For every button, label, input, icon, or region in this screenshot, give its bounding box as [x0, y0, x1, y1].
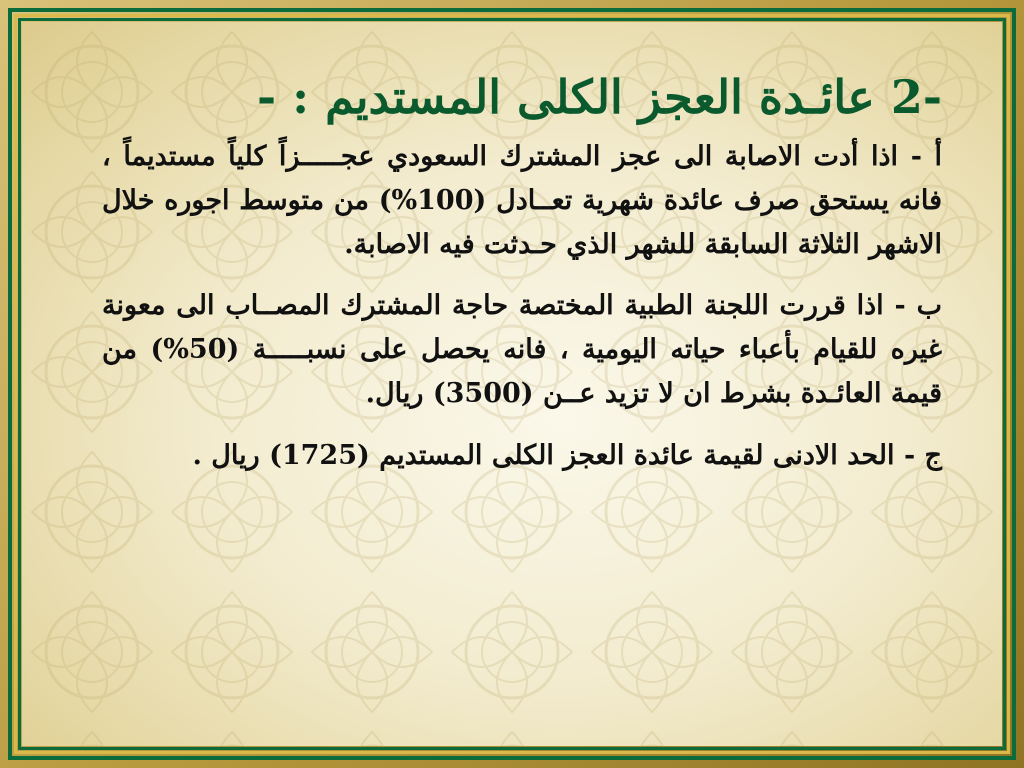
item-c-marker: ج -	[903, 439, 942, 471]
item-b-text: اذا قررت اللجنة الطبية المختصة حاجة المشترك المصــاب الى معونة غيره للقيام بأعباء حياته اليومية ، فانه يحصل على نسبـــــة (50%) من قيمة العائـدة بشرط ان لا تزيد عــن (3500) ريال.	[102, 290, 942, 409]
item-b	[102, 284, 942, 415]
item-b-marker: ب -	[894, 290, 942, 322]
slide-title: -2 عائـدة العجز الكلى المستديم : -	[257, 70, 942, 124]
item-a	[102, 135, 942, 266]
slide-content	[102, 70, 942, 495]
item-a-marker: أ -	[910, 141, 943, 173]
item-c	[102, 434, 942, 478]
slide-canvas	[22, 22, 1002, 746]
item-c-text: الحد الادنى لقيمة عائدة العجز الكلى المستديم (1725) ريال .	[192, 439, 895, 471]
item-a-text: اذا أدت الاصابة الى عجز المشترك السعودي عجـــــزاً كلياً مستديماً ، فانه يستحق صرف عائدة شهرية تعــادل (100%) من متوسط اجوره خلال الاشهر الثلاثة السابقة للشهر الذي حـدثت فيه الاصابة.	[102, 141, 942, 260]
